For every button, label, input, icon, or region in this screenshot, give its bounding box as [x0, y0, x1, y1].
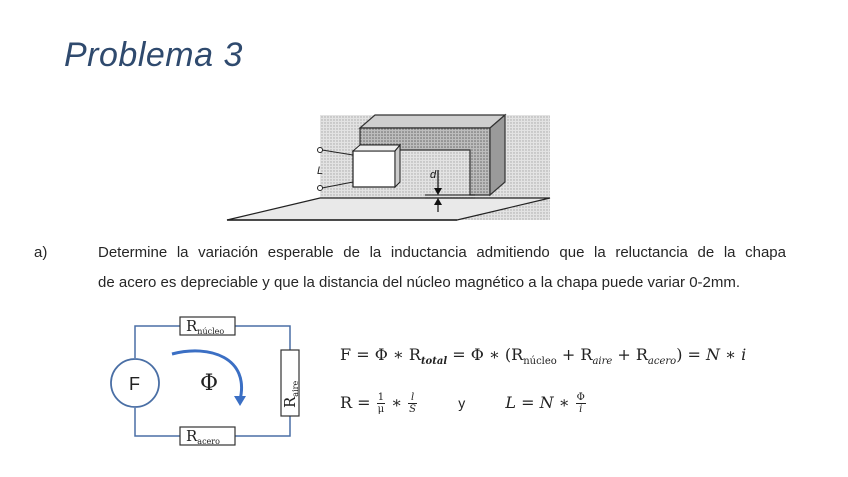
- equation-connector: y: [458, 395, 466, 411]
- r-aire-sub: aire: [291, 380, 300, 397]
- coil-cube: [353, 151, 395, 187]
- question-line-2: de acero es depreciable y que la distancia del núcleo magnético a la chapa puede variar 0-2mm.: [98, 274, 741, 291]
- core-side-face: [490, 115, 505, 195]
- r-aire-label: $R_{aire}$: [281, 380, 300, 408]
- label-d: d: [430, 169, 437, 181]
- magnetic-circuit: [100, 308, 305, 453]
- r-nucleo-label: $R_{núcleo}$: [186, 317, 225, 336]
- question-label: a): [34, 244, 48, 261]
- question-line-1: Determine la variación esperable de la inductancia admitiendo que la reluctancia de la chapa: [98, 244, 786, 261]
- coil-cube-top: [353, 145, 400, 151]
- r-nucleo-sub: núcleo: [197, 327, 225, 336]
- flux-symbol: Φ: [200, 371, 219, 396]
- terminal-bottom: [318, 186, 323, 191]
- r-acero-label: $R_{acero}$: [186, 427, 220, 446]
- r-acero-sub: acero: [197, 437, 220, 446]
- label-L: L: [317, 165, 324, 177]
- source-label: F: [129, 374, 140, 394]
- equation-2: R = $\frac{1}{\mu}$ ∗ $\frac{l}{S}$ y L = N ∗ $\frac{\Phi}{i}$: [340, 392, 585, 415]
- slide-title: Problema 3: [64, 36, 243, 74]
- terminal-top: [318, 148, 323, 153]
- core-top-face: [360, 115, 505, 128]
- question-a: [34, 238, 786, 298]
- equation-1: F = Φ ∗ $R_{total} = \Phi$ ∗ $(R_{núcleo} + R_{aire} + R_{acero}) = N$ ∗ i: [340, 345, 747, 367]
- coil-cube-side: [395, 145, 400, 187]
- magnetic-core-figure: [225, 110, 555, 225]
